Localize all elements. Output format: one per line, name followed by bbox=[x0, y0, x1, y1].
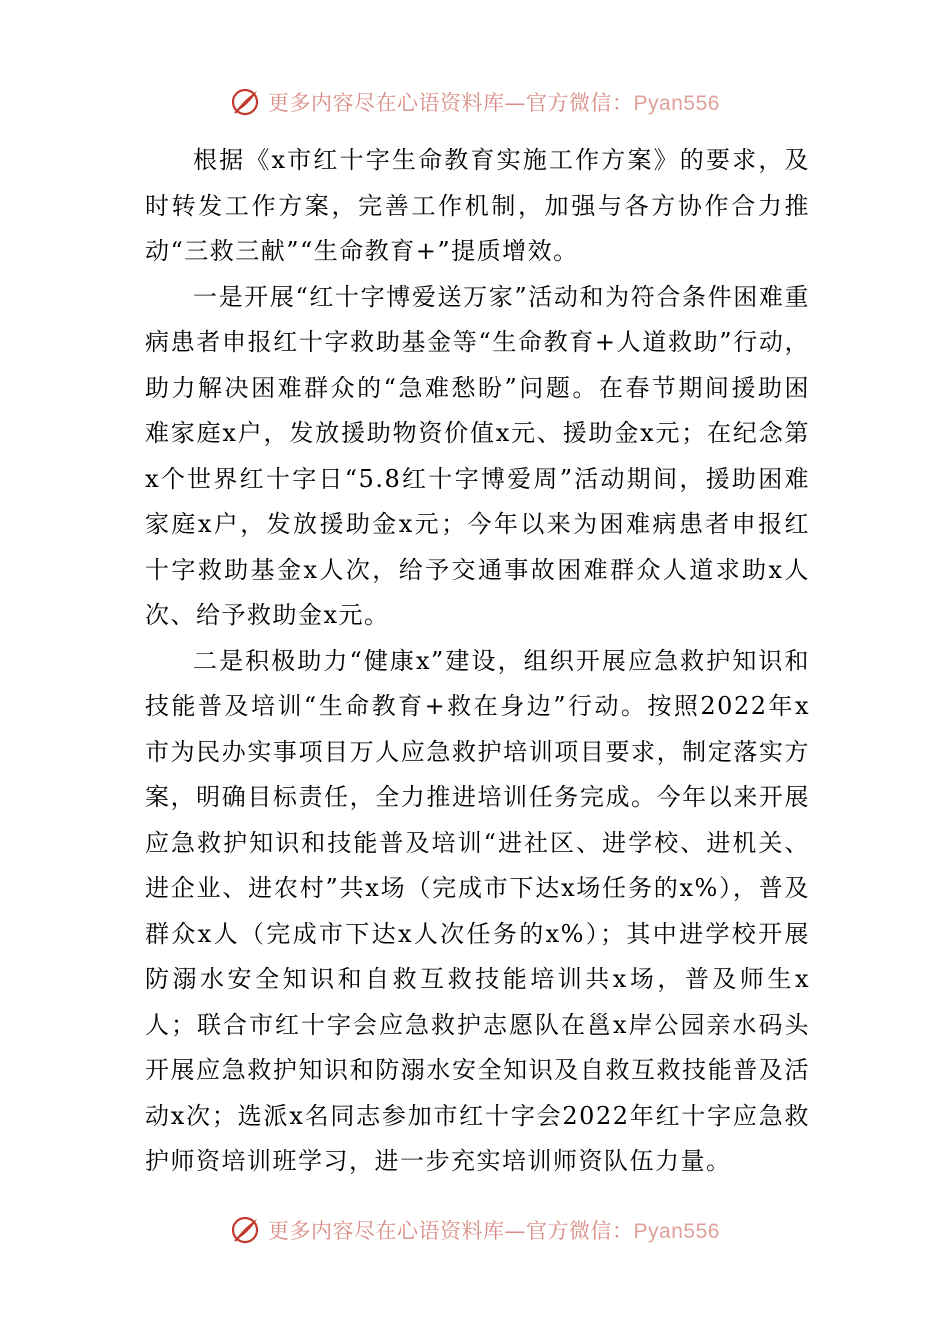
header-banner bbox=[0, 80, 950, 124]
quill-logo-icon bbox=[230, 1215, 260, 1245]
footer-banner bbox=[0, 1208, 950, 1252]
paragraph-first-item: 一是开展“红十字博爱送万家”活动和为符合条件困难重病患者申报红十字救助基金等“生命教育+人道救助”行动，助力解决困难群众的“急难愁盼”问题。在春节期间援助困难家庭x户，发放援助物资价值x元、援助金x元；在纪念第x个世界红十字日“5.8红十字博爱周”活动期间，援助困难家庭x户，发放援助金x元；今年以来为困难病患者申报红十字救助基金x人次，给予交通事故困难群众人道求助x人次、给予救助金x元。 bbox=[145, 282, 810, 629]
quill-logo-icon bbox=[230, 87, 260, 117]
paragraph-second-item: 二是积极助力“健康x”建设，组织开展应急救护知识和技能普及培训“生命教育+救在身边”行动。按照2022年x市为民办实事项目万人应急救护培训项目要求，制定落实方案，明确目标责任，全力推进培训任务完成。今年以来开展应急救护知识和技能普及培训“进社区、进学校、进机关、进企业、进农村”共x场（完成市下达x场任务的x%），普及群众x人（完成市下达x人次任务的x%）；其中进学校开展防溺水安全知识和自救互救技能培训共x场，普及师生x人；联合市红十字会应急救护志愿队在邕x岸公园亲水码头开展应急救护知识和防溺水安全知识及自救互救技能普及活动x次；选派x名同志参加市红十字会2022年红十字应急救护师资培训班学习，进一步充实培训师资队伍力量。 bbox=[145, 646, 810, 1175]
footer-banner-text: 更多内容尽在心语资料库—官方微信：Pyan556 bbox=[268, 1219, 720, 1243]
paragraph-intro: 根据《x市红十字生命教育实施工作方案》的要求，及时转发工作方案，完善工作机制，加强与各方协作合力推动“三救三献”“生命教育+”提质增效。 bbox=[145, 146, 810, 265]
document-body bbox=[145, 138, 810, 1185]
header-banner-text: 更多内容尽在心语资料库—官方微信：Pyan556 bbox=[268, 91, 720, 115]
